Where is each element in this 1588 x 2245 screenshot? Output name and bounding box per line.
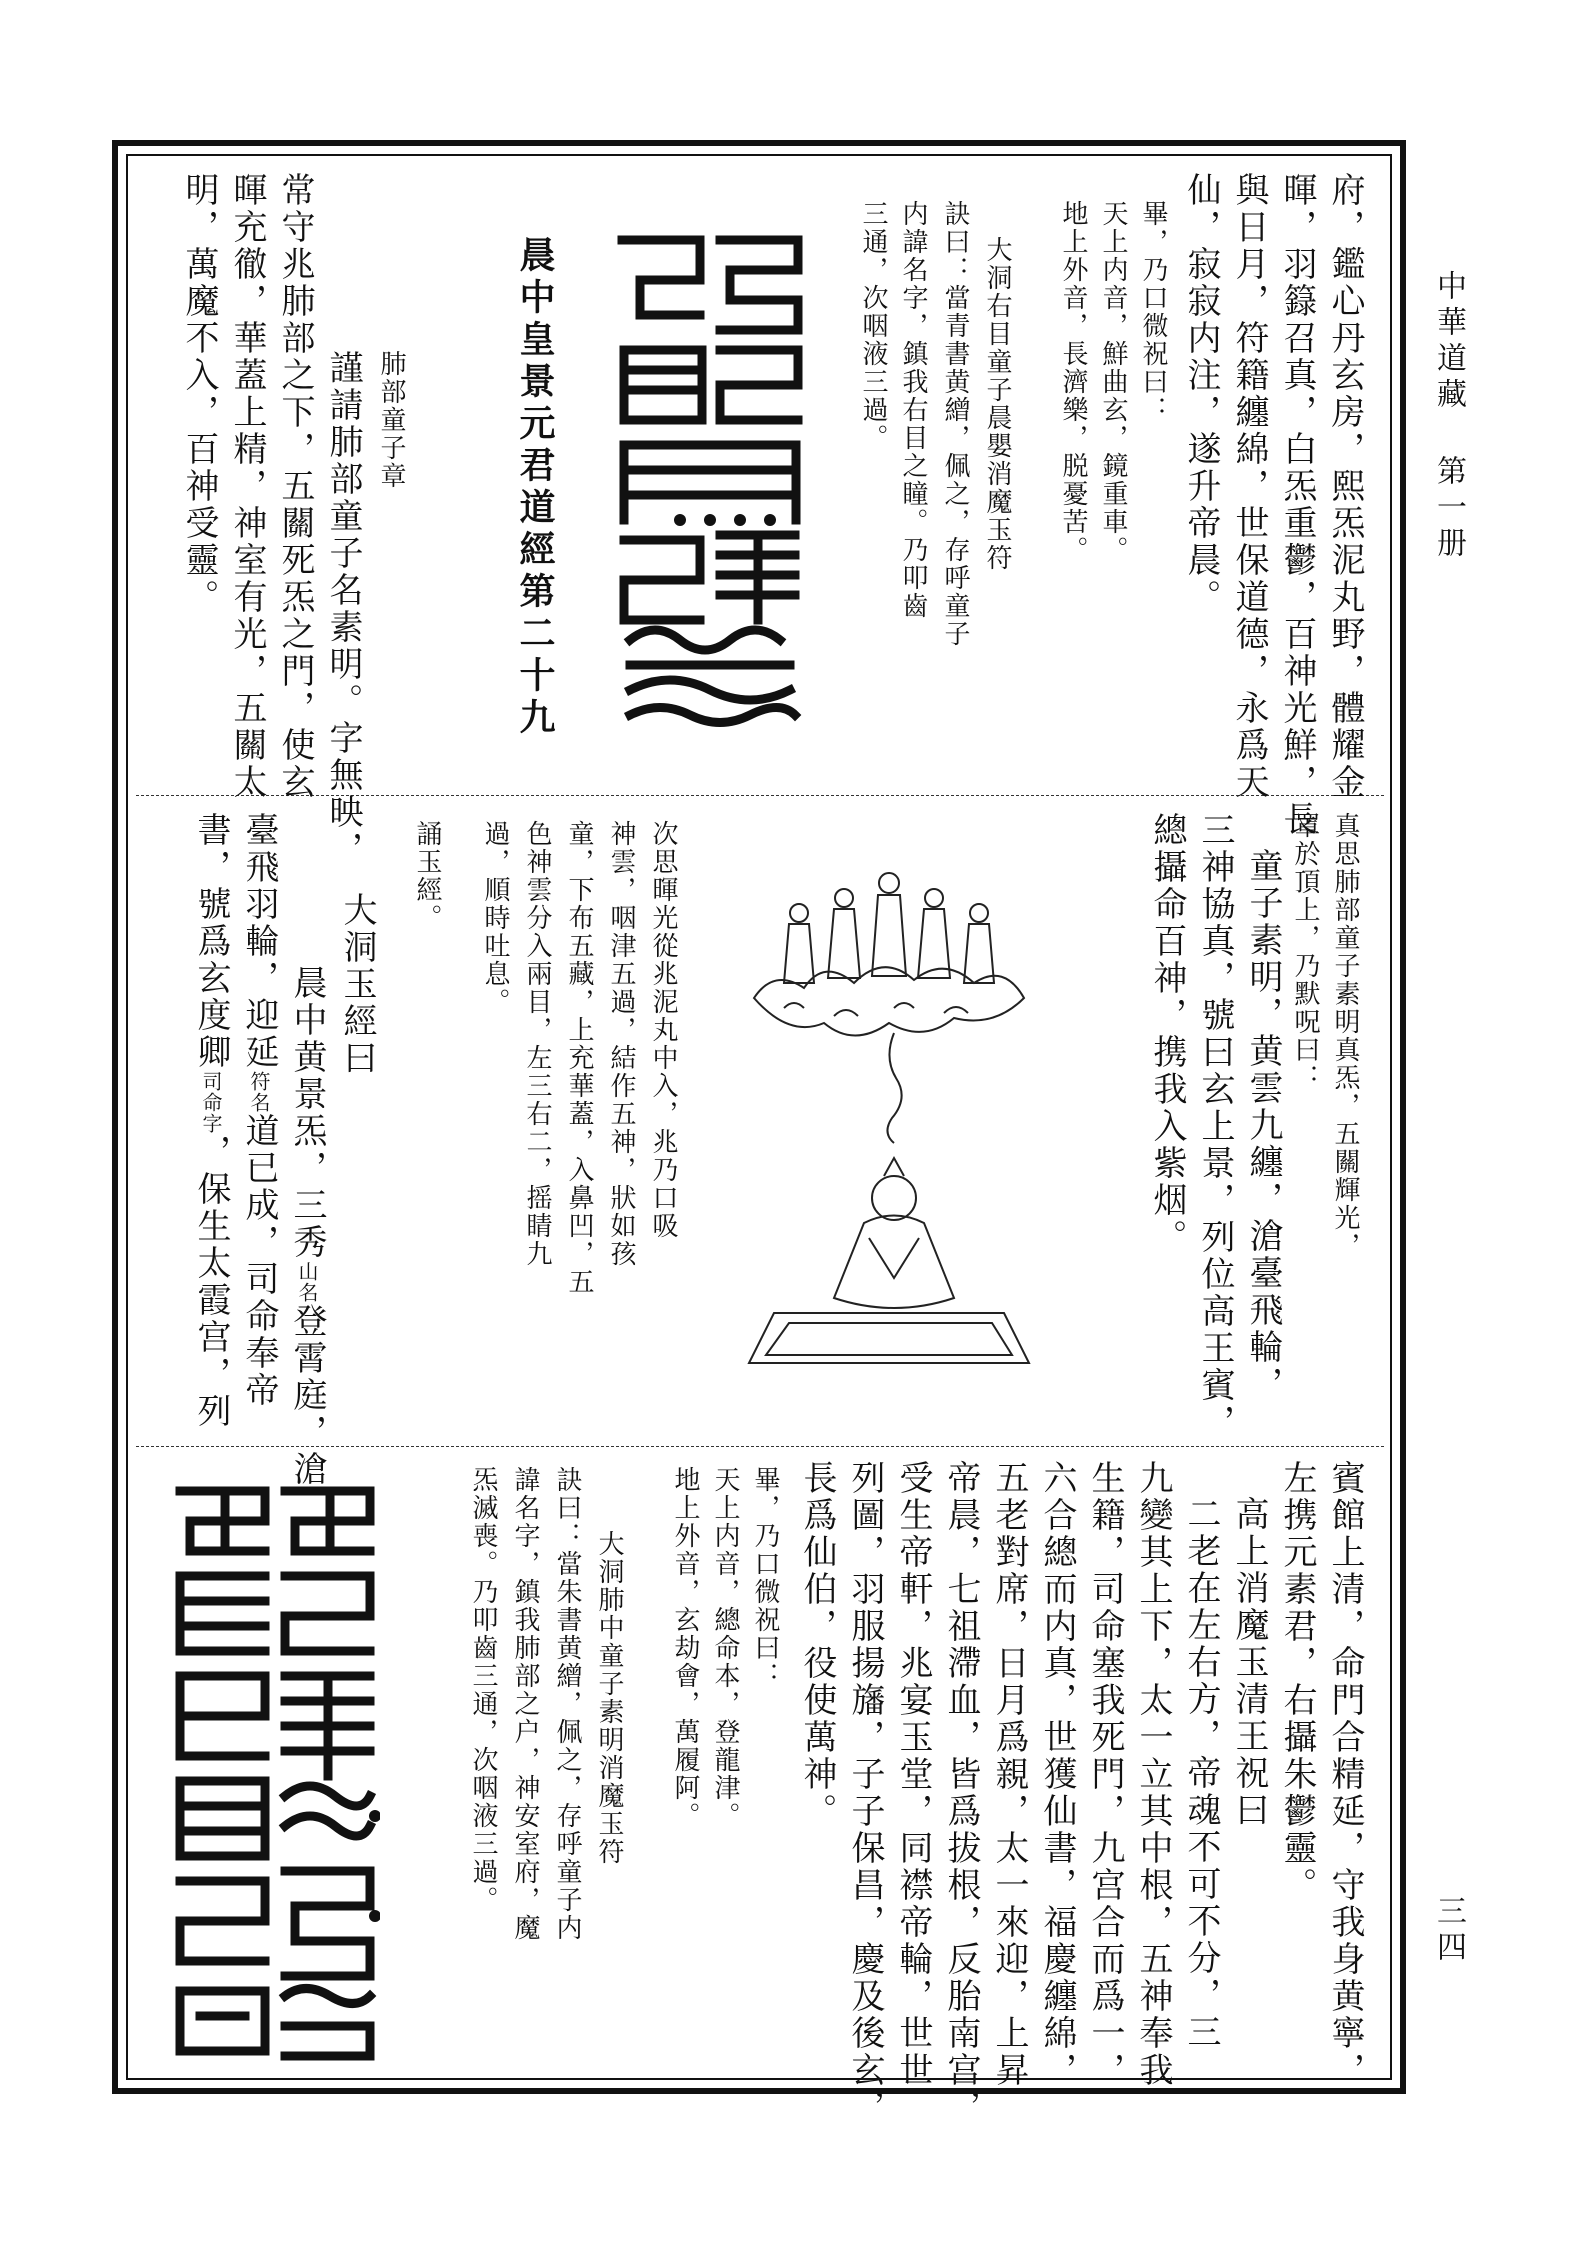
text-column: 府，鑑心丹玄房，熙炁泥丸野，體耀金 (1325, 172, 1365, 801)
annotation-note: 符名 (247, 1071, 271, 1113)
text-column: 與日月，符籍纏綿，世保道德，永爲天 (1229, 172, 1269, 801)
text-column: 訣曰：當朱書黄繒，佩之，存呼童子内 (552, 1466, 582, 1942)
text-segment: 道已成，司命奉帝 (239, 1113, 279, 1409)
text-column: 暉充徹，華蓋上精，神室有光，五關太 (227, 172, 267, 801)
text-column: 暉，羽籙召真，白炁重鬱，百神光鮮，長 (1277, 172, 1317, 838)
text-column: 童，下布五藏，上充華蓋，入鼻凹，五 (564, 820, 594, 1296)
text-column: 地上外音，長濟樂，脱憂苦。 (1058, 200, 1088, 564)
text-column: 三神協真，號曰玄上景，列位高王賓， (1195, 812, 1235, 1441)
text-column: 天上内音，總命本，登龍津。 (710, 1466, 740, 1830)
text-column: 總攝命百神，携我入紫烟。 (1147, 812, 1187, 1256)
text-column: 神雲，咽津五過，結作五神，狀如孩 (606, 820, 636, 1268)
chapter-title: 晨中皇景元君道經第二十九 (514, 236, 556, 740)
text-column: 真思肺部童子素明真炁，五關輝光， (1330, 812, 1360, 1260)
page-number: 三四 (1431, 1895, 1466, 1967)
text-column: 畢，乃口微祝曰： (1138, 200, 1168, 424)
text-column: 大洞肺中童子素明消魔玉符 (594, 1530, 624, 1866)
annotation-note: 山名 (295, 1261, 319, 1303)
talisman-right-eye (610, 220, 810, 740)
text-column: 諱名字，鎮我肺部之户，神安室府，魔 (510, 1466, 540, 1942)
text-column: 訣曰：當青書黄繒，佩之，存呼童子 (940, 200, 970, 648)
text-column-annotated (284, 965, 330, 1488)
book-title: 中華道藏 第一册 (1431, 270, 1466, 563)
text-column-annotated (236, 812, 282, 1409)
text-segment: ，保生太霞宫，列 (191, 1134, 231, 1430)
text-column: 生籍，司命塞我死門，九宫合而爲一， (1085, 1460, 1125, 2089)
text-column: 罩於頂上，乃默呪曰： (1290, 812, 1320, 1092)
text-column: 左携元素君，右攝朱鬱靈。 (1277, 1460, 1317, 1904)
text-column: 二老在左右方，帝魂不可不分，三 (1181, 1496, 1221, 2051)
text-column: 高上消魔玉清王祝曰 (1229, 1496, 1269, 1829)
text-column: 賓館上清，命門合精延，守我身黄寧， (1325, 1460, 1365, 2089)
text-column: 内諱名字，鎮我右目之瞳。乃叩齒 (898, 200, 928, 620)
text-column: 童子素明，黄雲九纏，滄臺飛輪， (1243, 848, 1283, 1403)
talisman-lung (170, 1476, 380, 2066)
text-column: 謹請肺部童子名素明。字無映， (323, 350, 363, 868)
text-segment: 晨中黄景炁，三秀 (287, 965, 327, 1261)
text-segment: 書，號爲玄度卿 (191, 812, 231, 1071)
text-column: 大洞右目童子晨嬰消魔玉符 (982, 236, 1012, 572)
text-column: 九變其上下，太一立其中根，五神奉我 (1133, 1460, 1173, 2089)
text-column: 長爲仙伯，役使萬神。 (797, 1460, 837, 1830)
text-column: 炁滅喪。乃叩齒三通，次咽液三過。 (468, 1466, 498, 1914)
text-column: 誦玉經。 (412, 820, 442, 932)
text-segment: 臺飛羽輪，迎延 (239, 812, 279, 1071)
text-column: 明，萬魔不入，百神受靈。 (179, 172, 219, 616)
text-column: 畢，乃口微祝曰： (750, 1466, 780, 1690)
annotation-note: 司命字 (199, 1071, 223, 1134)
text-column: 六合總而内真，世獲仙書，福慶纏綿， (1037, 1460, 1077, 2089)
illustration-adept-and-spirits (744, 858, 1034, 1382)
text-column: 天上内音，鮮曲玄，鏡重車。 (1098, 200, 1128, 564)
text-column: 色神雲分入兩目，左三右二，摇睛九 (522, 820, 552, 1268)
text-column-annotated (188, 812, 234, 1430)
text-segment: 登霄庭，滄 (287, 1303, 327, 1488)
section-title: 大洞玉經曰 (337, 892, 377, 1077)
text-column: 列圖，羽服揚旛，子子保昌，慶及後玄， (845, 1460, 885, 2126)
text-column: 仙，寂寂内注，遂升帝晨。 (1181, 172, 1221, 616)
text-column: 帝晨，七祖滯血，皆爲拔根，反胎南宫， (941, 1460, 981, 2126)
section-title: 肺部童子章 (376, 350, 406, 490)
text-column: 地上外音，玄劫會，萬履阿。 (670, 1466, 700, 1830)
text-column: 五老對席，日月爲親，太一來迎，上昇 (989, 1460, 1029, 2089)
text-column: 受生帝軒，兆宴玉堂，同襟帝輪，世世 (893, 1460, 933, 2089)
text-column: 過，順時吐息。 (480, 820, 510, 1016)
text-column: 常守兆肺部之下，五關死炁之門，使玄 (275, 172, 315, 801)
text-column: 次思暉光從兆泥丸中入，兆乃口吸 (648, 820, 678, 1240)
text-column: 三通，次咽液三過。 (858, 200, 888, 452)
